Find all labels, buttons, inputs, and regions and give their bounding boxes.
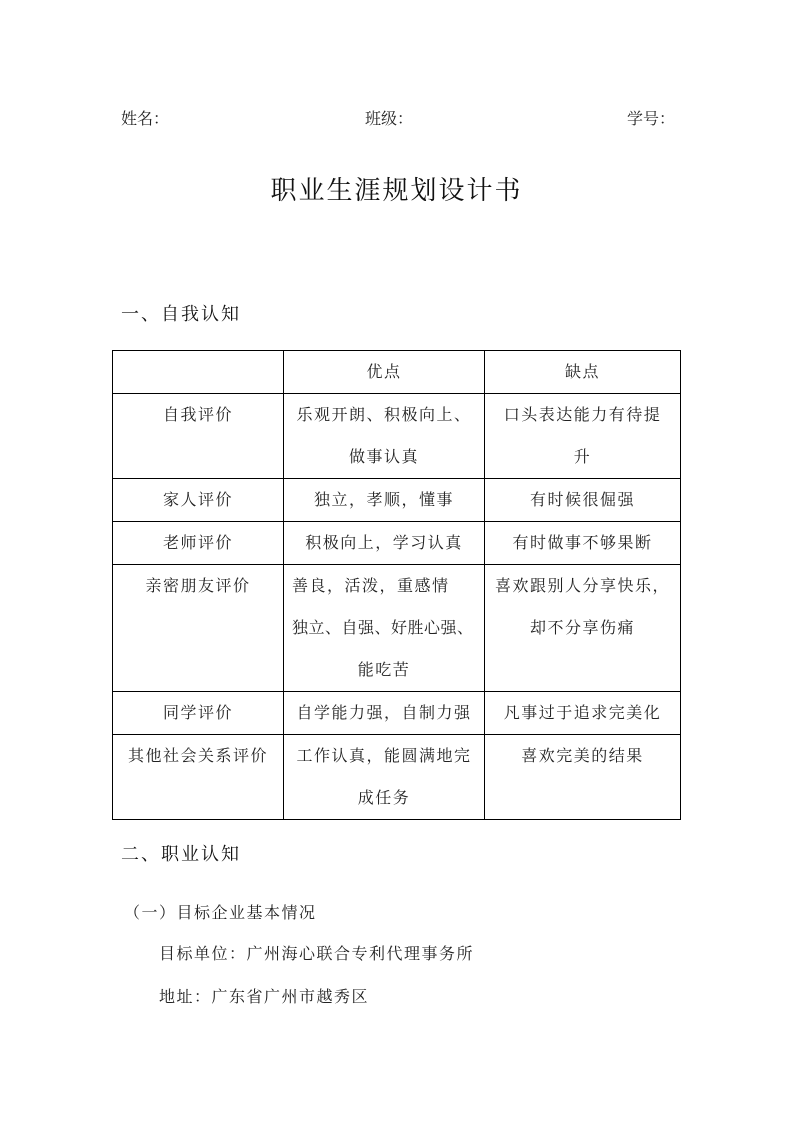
row-strengths: 独立，孝顺，懂事 <box>284 479 485 522</box>
section-heading-career-awareness: 二、职业认知 <box>121 844 241 865</box>
weakness-line: 喜欢跟别人分享快乐， <box>494 576 670 595</box>
row-weaknesses: 喜欢完美的结果 <box>485 735 681 820</box>
row-strengths <box>284 394 485 479</box>
table-row <box>113 522 681 565</box>
weakness-line: 升 <box>573 447 592 466</box>
table-row <box>113 565 681 692</box>
class-label: 班级： <box>365 109 414 128</box>
table-header-strengths: 优点 <box>284 351 485 394</box>
row-label: 自我评价 <box>113 394 284 479</box>
table-header-weaknesses: 缺点 <box>485 351 681 394</box>
table-row <box>113 692 681 735</box>
row-strengths <box>284 735 485 820</box>
row-label: 老师评价 <box>113 522 284 565</box>
target-unit: 目标单位：广州海心联合专利代理事务所 <box>159 944 475 963</box>
row-label: 其他社会关系评价 <box>113 735 284 820</box>
section-heading-self-awareness: 一、自我认知 <box>121 304 241 325</box>
row-weaknesses: 有时候很倔强 <box>485 479 681 522</box>
student-id-label: 学号： <box>627 109 676 128</box>
strength-line: 能吃苦 <box>357 660 411 679</box>
name-label: 姓名： <box>121 109 170 128</box>
row-weaknesses: 有时做事不够果断 <box>485 522 681 565</box>
row-weaknesses <box>485 565 681 692</box>
document-title: 职业生涯规划设计书 <box>270 176 523 206</box>
table-row <box>113 735 681 820</box>
row-label: 亲密朋友评价 <box>113 565 284 692</box>
row-weaknesses: 凡事过于追求完美化 <box>485 692 681 735</box>
row-label: 家人评价 <box>113 479 284 522</box>
table-header-empty <box>113 351 284 394</box>
row-label: 同学评价 <box>113 692 284 735</box>
strength-line: 成任务 <box>357 788 411 807</box>
row-strengths: 积极向上，学习认真 <box>284 522 485 565</box>
subheading-target-company: （一）目标企业基本情况 <box>124 903 317 922</box>
address: 地址：广东省广州市越秀区 <box>159 987 370 1006</box>
table-row <box>113 479 681 522</box>
row-strengths: 自学能力强，自制力强 <box>284 692 485 735</box>
strength-line: 乐观开朗、积极向上、 <box>296 405 472 424</box>
self-evaluation-table <box>112 350 681 820</box>
strength-line: 独立、自强、好胜心强、 <box>292 618 474 637</box>
row-weaknesses <box>485 394 681 479</box>
strength-line: 工作认真，能圆满地完 <box>296 746 472 765</box>
strength-line: 做事认真 <box>348 447 419 466</box>
weakness-line: 却不分享伤痛 <box>529 618 635 637</box>
row-strengths <box>284 565 485 692</box>
table-header-row <box>113 351 681 394</box>
weakness-line: 口头表达能力有待提 <box>503 405 662 424</box>
strength-line: 善良，活泼，重感情 <box>292 576 450 595</box>
table-row <box>113 394 681 479</box>
